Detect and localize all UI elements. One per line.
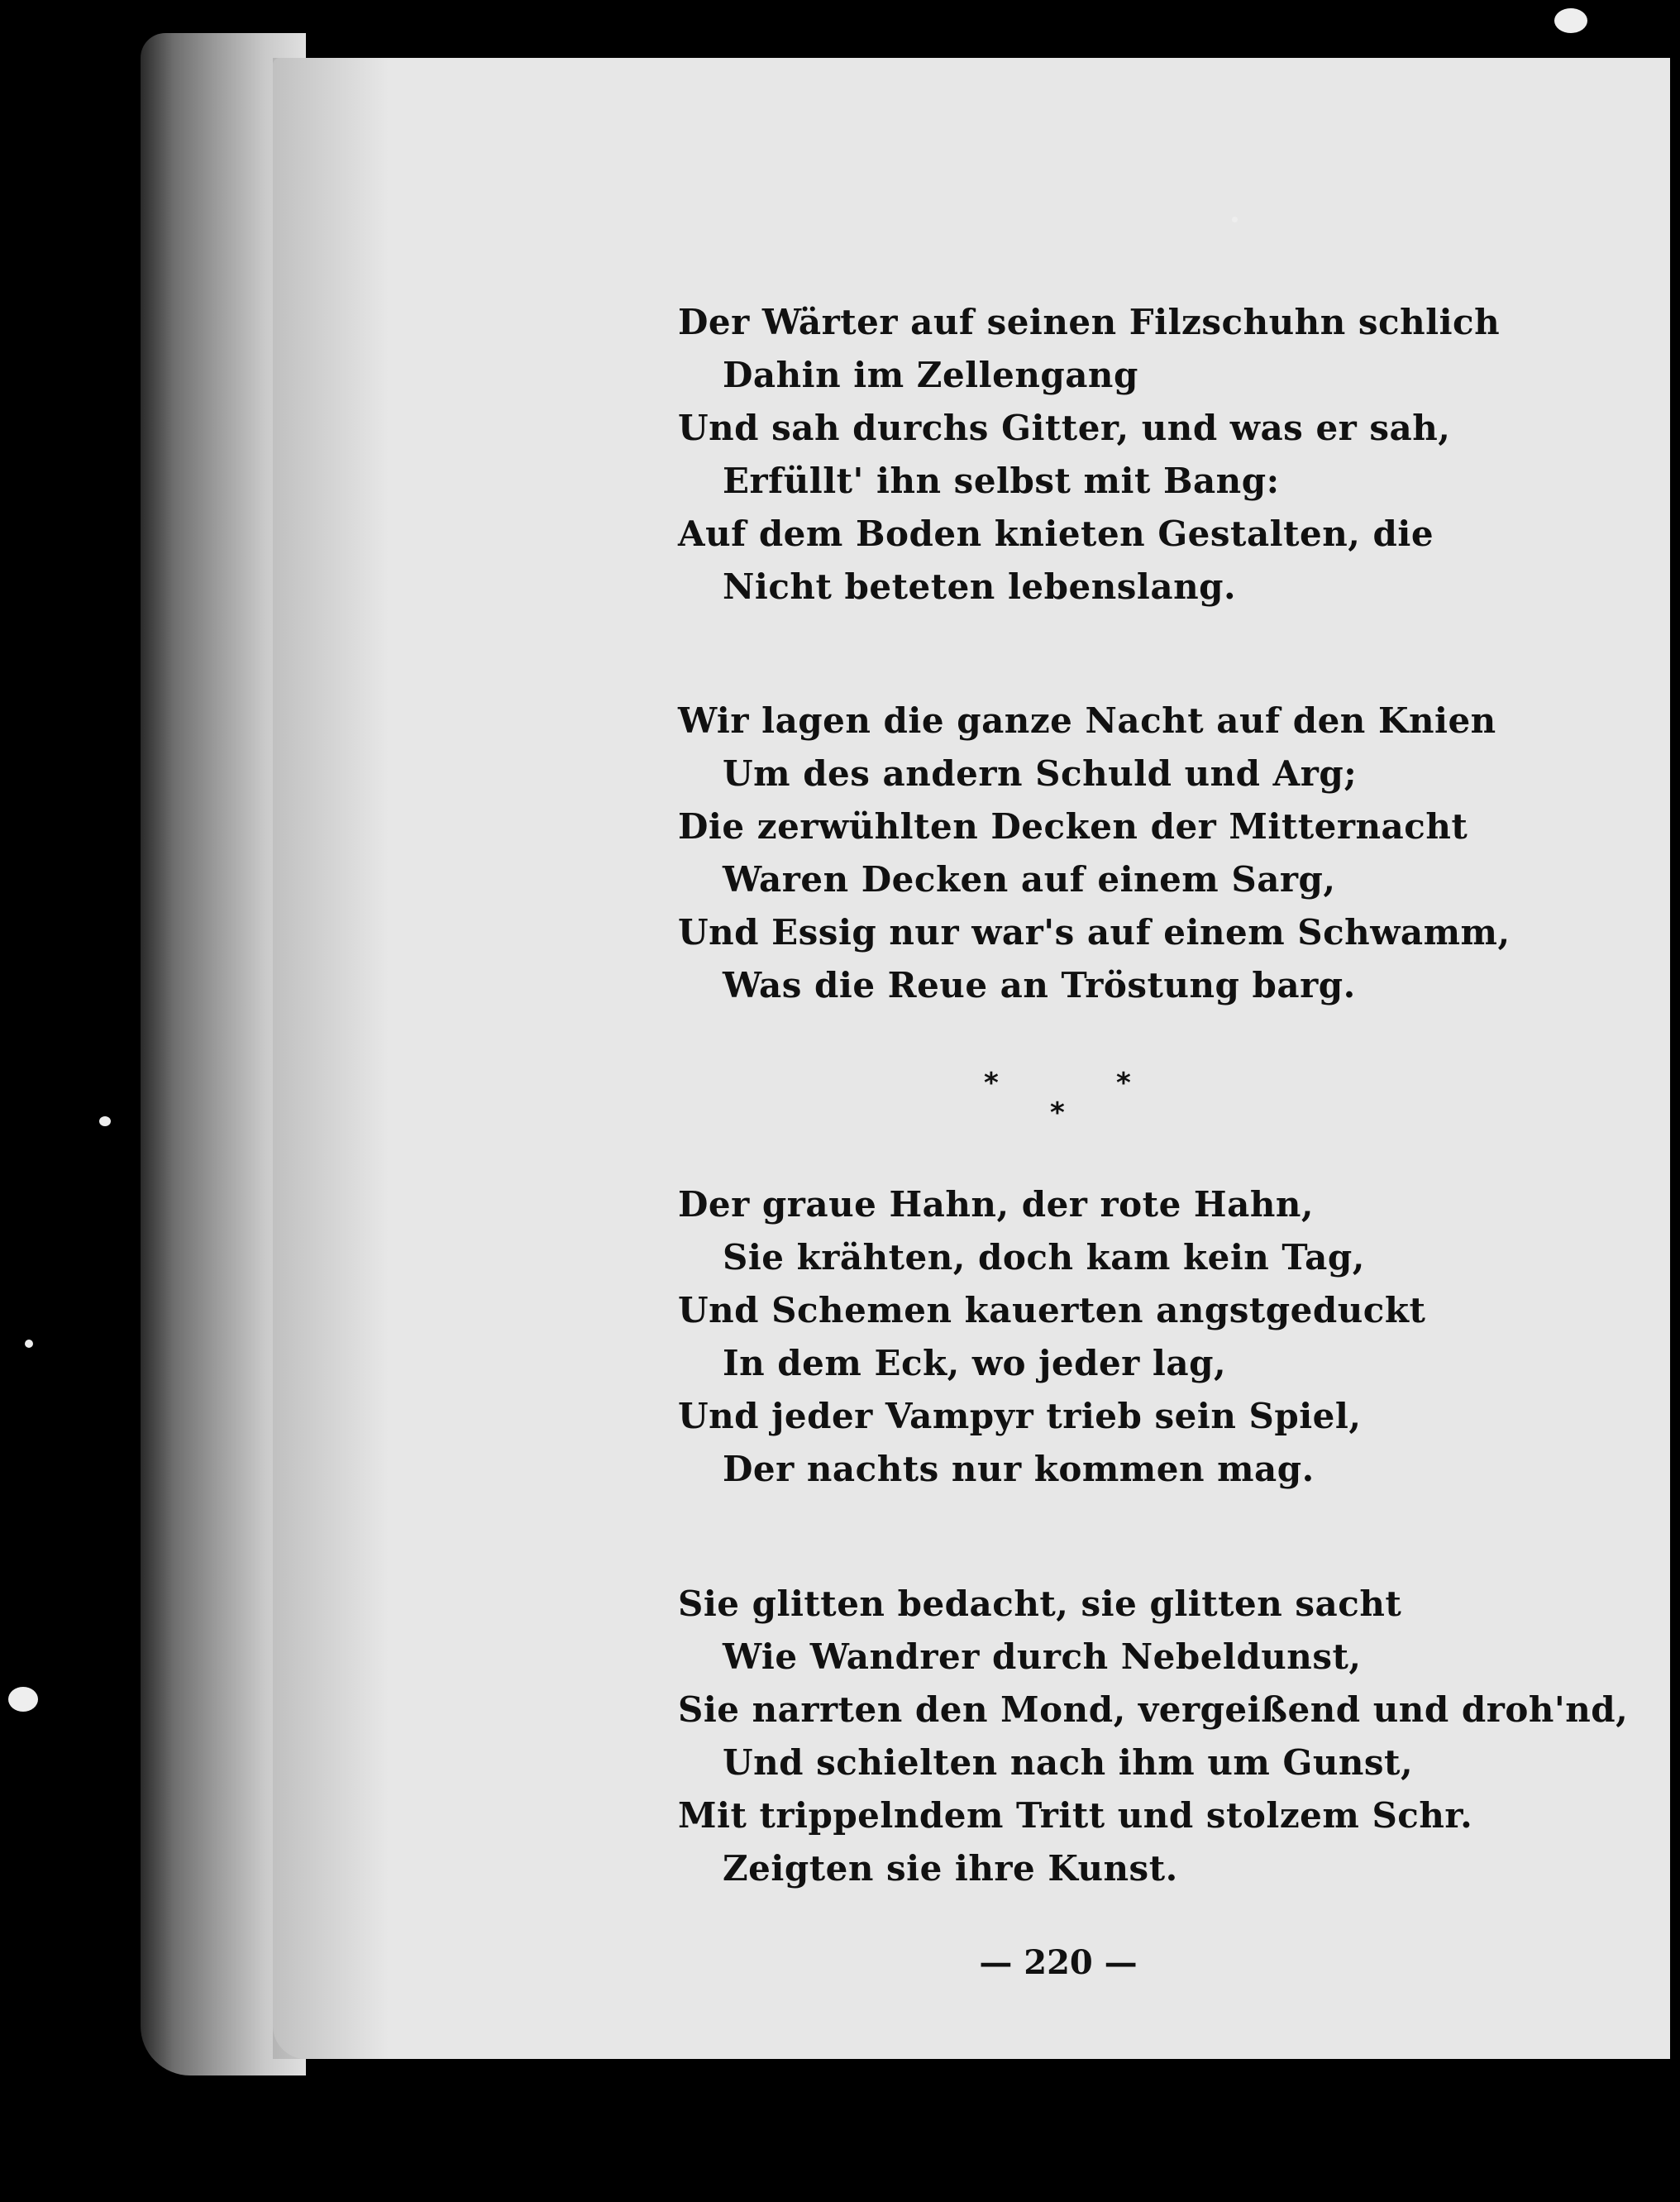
poem-stanza-1 [678, 296, 1500, 614]
verse-line: Sie krähten, doch kam kein Tag, [723, 1237, 1365, 1278]
verse-line: In dem Eck, wo jeder lag, [723, 1343, 1227, 1383]
verse-line: Was die Reue an Tröstung barg. [723, 965, 1356, 1005]
verse-line: Wir lagen die ganze Nacht auf den Knien [678, 700, 1496, 741]
verse-line: Die zerwühlten Decken der Mitternacht [678, 806, 1468, 847]
verse-line: Der graue Hahn, der rote Hahn, [678, 1184, 1315, 1225]
dust-speck [1554, 8, 1587, 33]
page-gutter-shadow [273, 58, 389, 2059]
verse-line: Und Schemen kauerten angstgeduckt [678, 1290, 1426, 1330]
verse-line: Um des andern Schuld und Arg; [723, 753, 1358, 794]
verse-line: Zeigten sie ihre Kunst. [723, 1848, 1178, 1889]
verse-line: Sie narrten den Mond, vergeißend und droh'nd, [678, 1689, 1629, 1730]
verse-line: Wie Wandrer durch Nebeldunst, [723, 1636, 1362, 1677]
verse-line: Dahin im Zellengang [723, 355, 1138, 395]
separator-star: * [1050, 1096, 1065, 1130]
verse-line: Sie glitten bedacht, sie glitten sacht [678, 1583, 1402, 1624]
verse-line: Und jeder Vampyr trieb sein Spiel, [678, 1396, 1362, 1436]
dust-speck [1232, 217, 1238, 222]
poem-stanza-3 [678, 1178, 1425, 1496]
verse-line: Mit trippelndem Tritt und stolzem Schr. [678, 1795, 1473, 1836]
dust-speck [25, 1340, 33, 1348]
verse-line: Nicht beteten lebenslang. [723, 566, 1237, 607]
poem-stanza-4 [678, 1578, 1628, 1895]
dust-speck [8, 1687, 38, 1712]
separator-star: * [984, 1067, 999, 1100]
verse-line: Erfüllt' ihn selbst mit Bang: [723, 461, 1280, 501]
verse-line: Und Essig nur war's auf einem Schwamm, [678, 912, 1511, 953]
poem-stanza-2 [678, 695, 1511, 1012]
verse-line: Waren Decken auf einem Sarg, [723, 859, 1336, 900]
verse-line: Auf dem Boden knieten Gestalten, die [678, 513, 1434, 554]
page-number: — 220 — [979, 1943, 1138, 1982]
dust-speck [99, 1116, 111, 1126]
verse-line: Und sah durchs Gitter, und was er sah, [678, 408, 1451, 448]
verse-line: Der Wärter auf seinen Filzschuhn schlich [678, 302, 1501, 342]
separator-star: * [1116, 1067, 1131, 1100]
section-separator [967, 1067, 1149, 1130]
verse-line: Der nachts nur kommen mag. [723, 1449, 1315, 1489]
verse-line: Und schielten nach ihm um Gunst, [723, 1742, 1414, 1783]
